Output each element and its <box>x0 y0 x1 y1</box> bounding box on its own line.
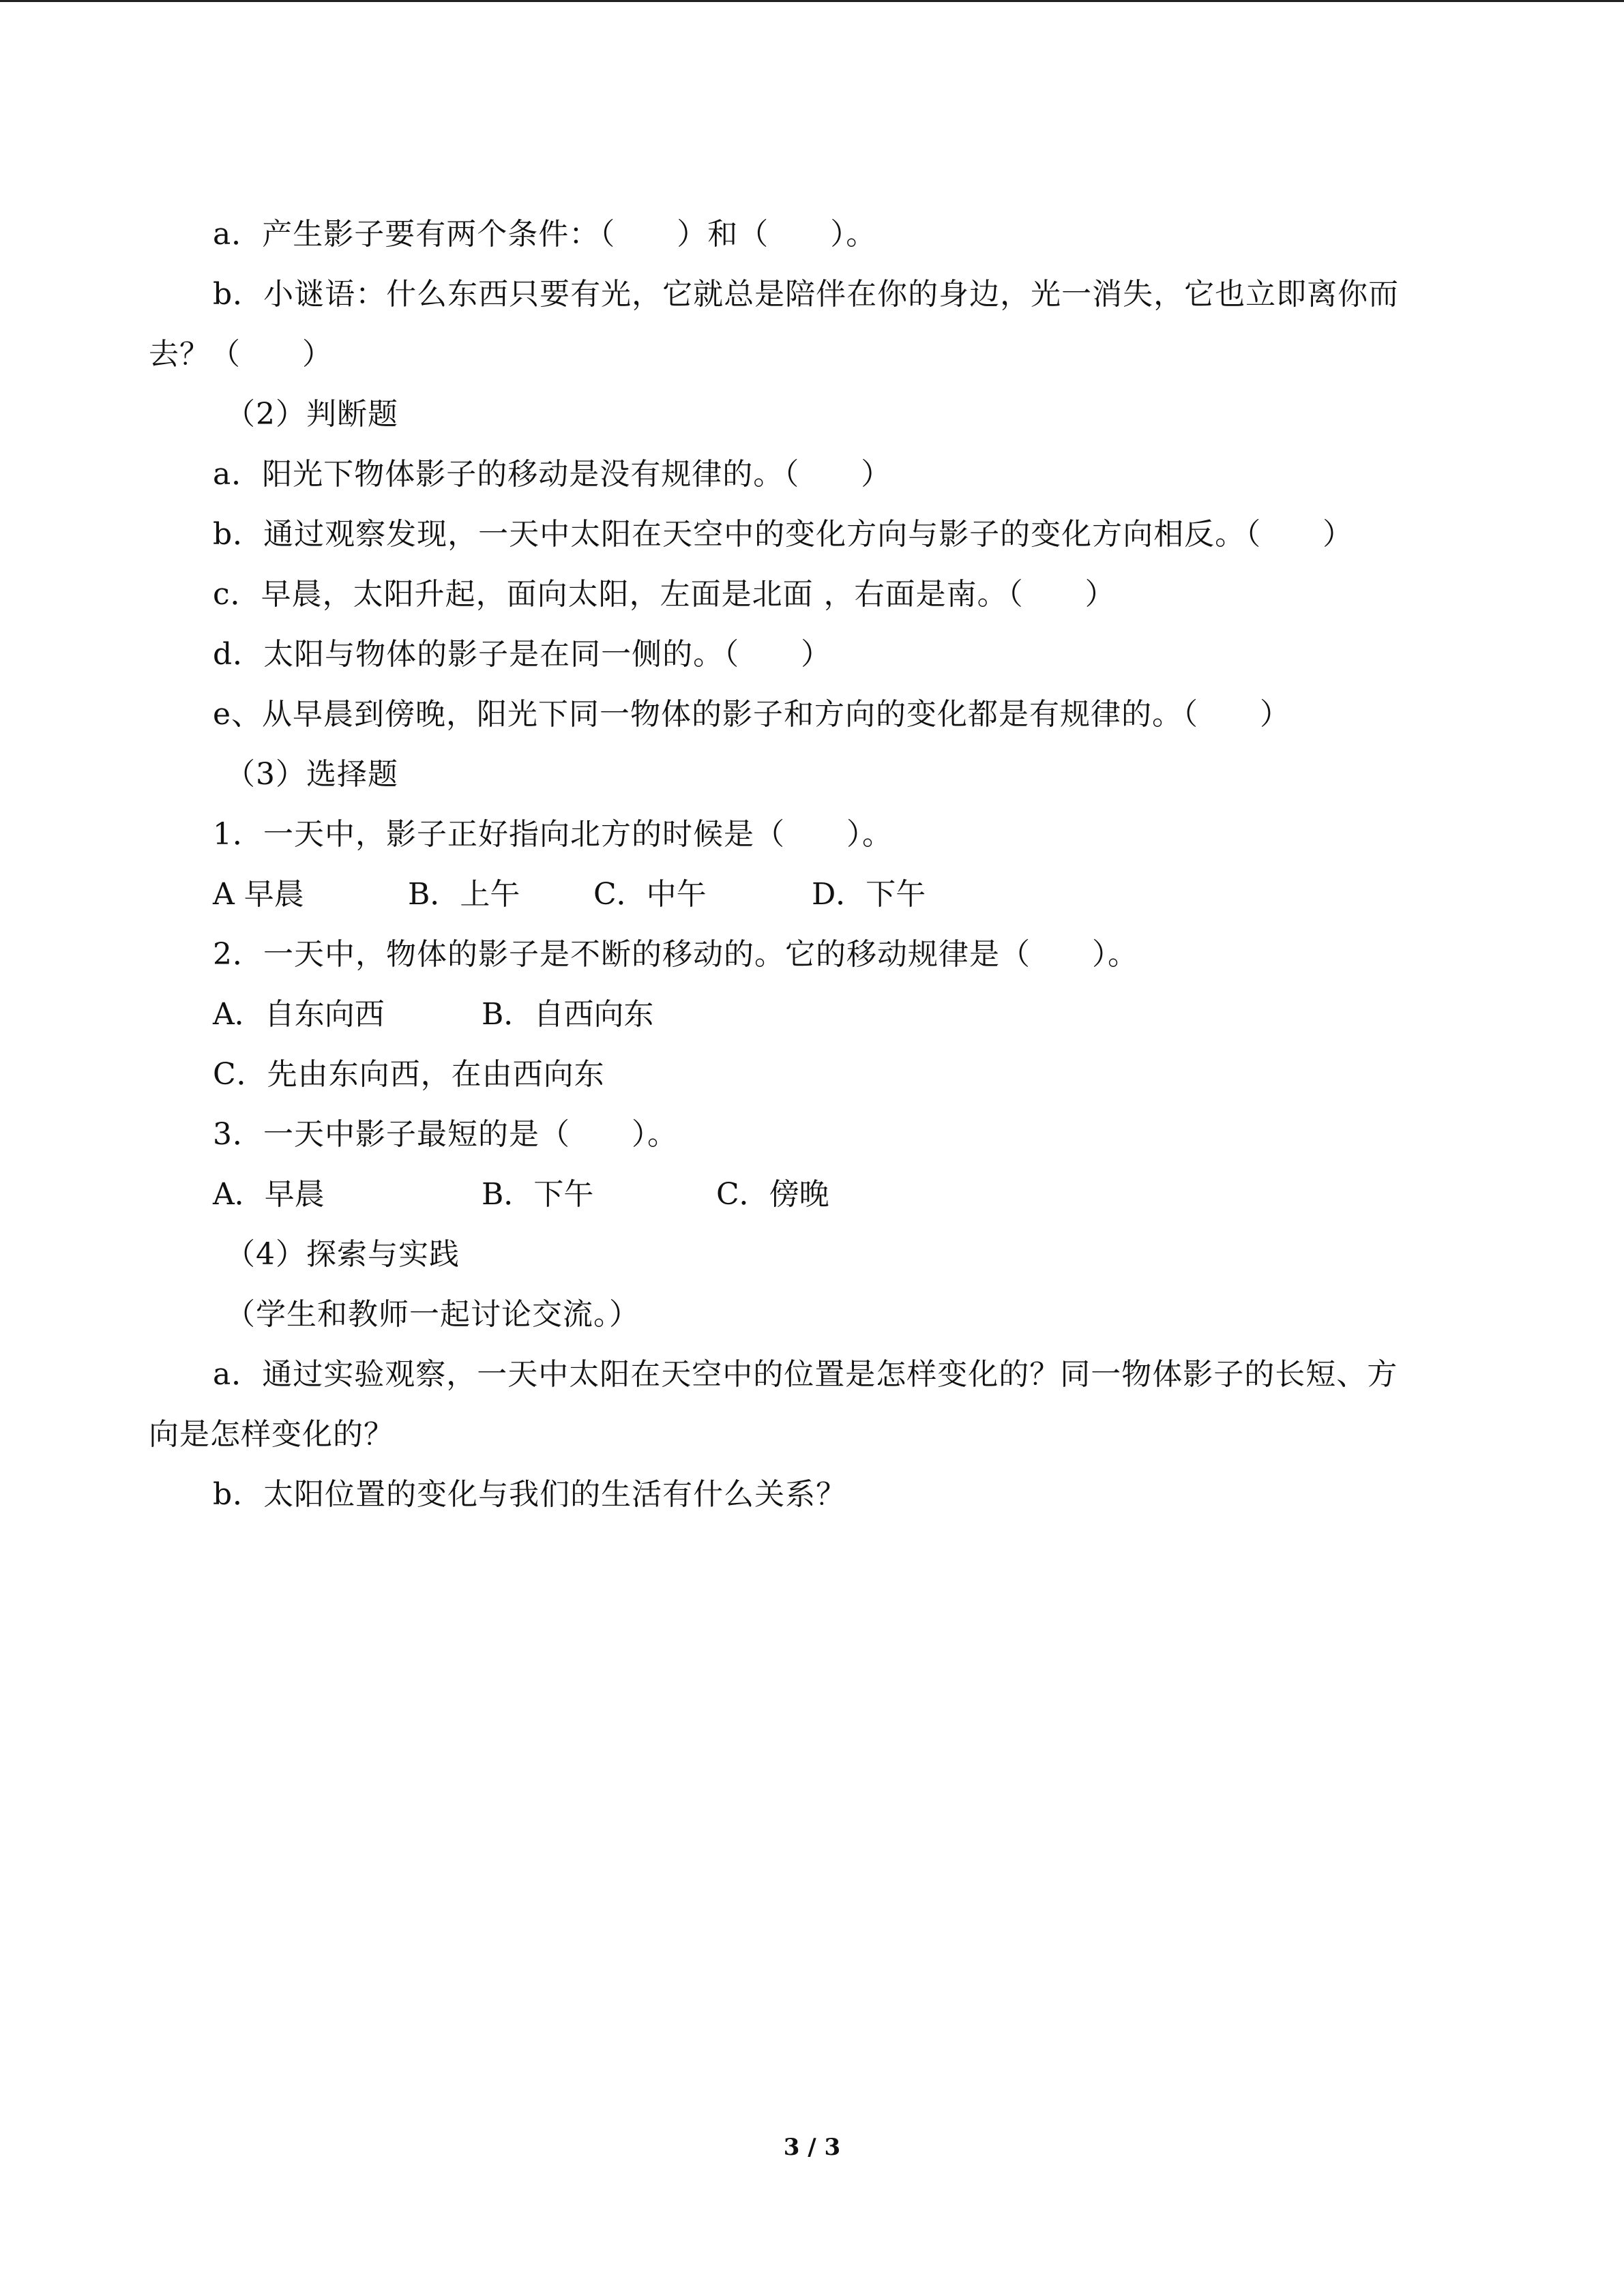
explore-question-a-line2: 向是怎样变化的？ <box>149 1417 394 1452</box>
page-number: 3 / 3 <box>783 2134 841 2161</box>
choice-heading: （3）选择题 <box>225 757 398 792</box>
choice-q2-option-b: B．自西向东 <box>482 997 654 1032</box>
choice-q1-option-b: B．上午 <box>408 877 520 912</box>
judgment-item-e: e、从早晨到傍晚，阳光下同一物体的影子和方向的变化都是有规律的。（ ） <box>213 697 1291 732</box>
choice-q1-question: 1．一天中，影子正好指向北方的时候是（ ）。 <box>213 817 893 852</box>
choice-q1-option-d: D．下午 <box>812 877 926 912</box>
choice-q1-option-c: C．中午 <box>593 877 707 912</box>
choice-q2-option-a: A．自东向西 <box>213 997 385 1032</box>
choice-q3-question: 3．一天中影子最短的是（ ）。 <box>213 1117 678 1152</box>
choice-q2-question: 2．一天中，物体的影子是不断的移动的。它的移动规律是（ ）。 <box>213 937 1138 972</box>
choice-q3-option-b: B．下午 <box>482 1177 594 1212</box>
choice-q3-option-c: C．傍晚 <box>716 1177 829 1212</box>
judgment-heading: （2）判断题 <box>225 397 398 432</box>
explore-question-b: b．太阳位置的变化与我们的生活有什么关系？ <box>213 1477 847 1512</box>
explore-heading: （4）探索与实践 <box>225 1237 460 1272</box>
choice-q3-option-a: A．早晨 <box>213 1177 325 1212</box>
fill-blank-question-b-line1: b．小谜语：什么东西只要有光，它就总是陪伴在你的身边，光一消失，它也立即离你而 <box>213 277 1400 312</box>
judgment-item-d: d．太阳与物体的影子是在同一侧的。（ ） <box>213 637 832 672</box>
fill-blank-question-a: a．产生影子要有两个条件：（ ）和（ ）。 <box>213 217 877 252</box>
judgment-item-b: b．通过观察发现，一天中太阳在天空中的变化方向与影子的变化方向相反。（ ） <box>213 517 1354 552</box>
judgment-item-c: c．早晨，太阳升起，面向太阳，左面是北面 ，右面是南。（ ） <box>213 577 1116 612</box>
explore-question-a-line1: a．通过实验观察，一天中太阳在天空中的位置是怎样变化的？同一物体影子的长短、方 <box>213 1357 1398 1392</box>
choice-q1-option-a: A 早晨 <box>213 877 304 912</box>
choice-q2-option-c: C．先由东向西，在由西向东 <box>213 1057 605 1092</box>
explore-note: （学生和教师一起讨论交流。） <box>225 1297 640 1332</box>
judgment-item-a: a．阳光下物体影子的移动是没有规律的。（ ） <box>213 457 892 492</box>
fill-blank-question-b-line2: 去？（ ） <box>149 337 333 372</box>
